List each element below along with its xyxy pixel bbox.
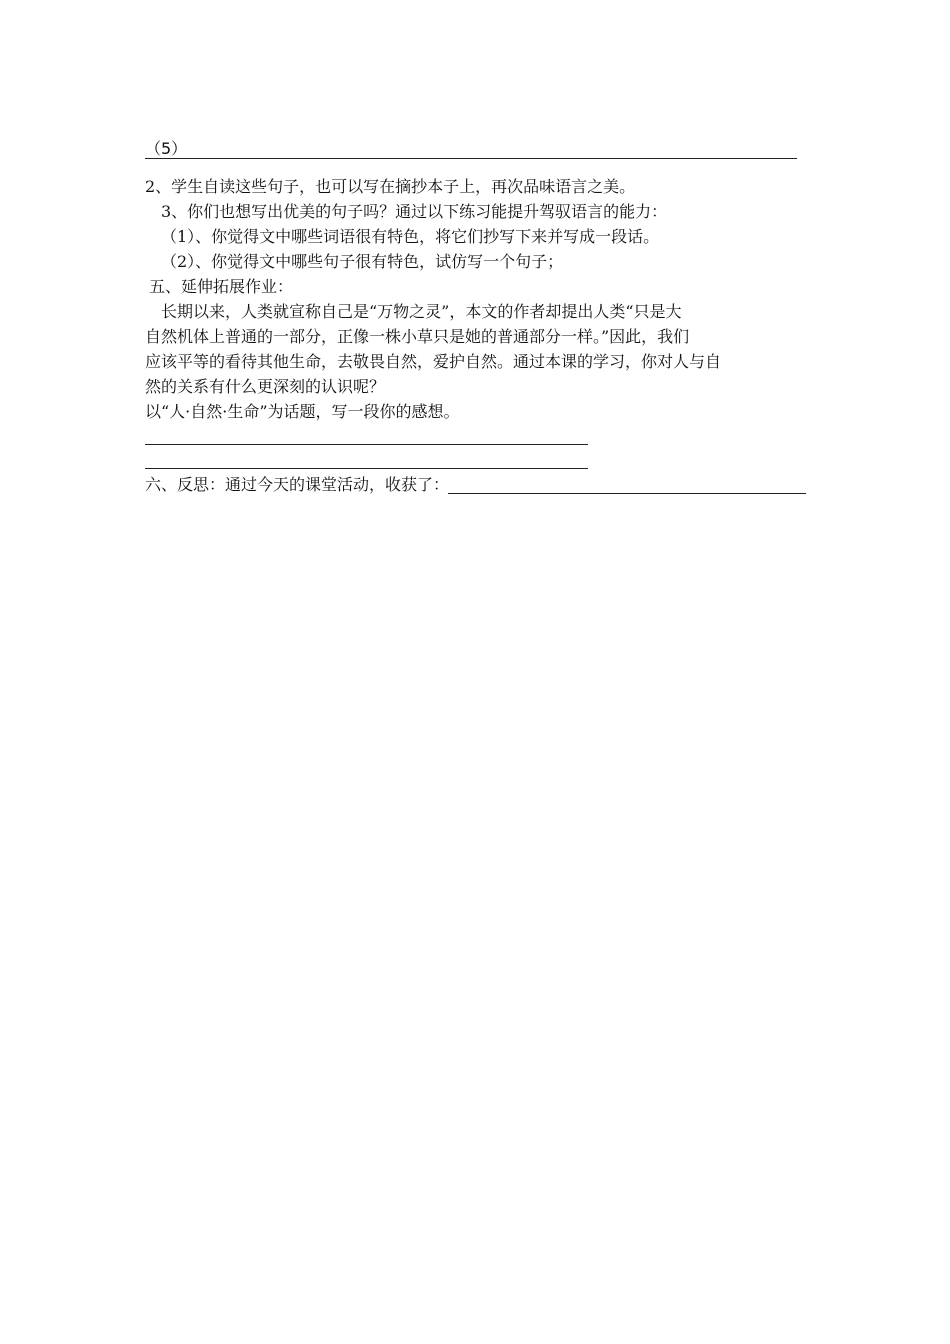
answer-line-reflection <box>448 493 806 494</box>
answer-line-item-5 <box>145 158 797 159</box>
item-3-2-text: （2）、你觉得文中哪些句子很有特色，试仿写一个句子； <box>161 252 564 271</box>
item-5-label: （5） <box>145 139 188 158</box>
writing-line-2 <box>145 468 588 469</box>
topic-prompt: 以“人·自然·生命”为话题，写一段你的感想。 <box>145 402 460 421</box>
writing-line-1 <box>145 444 588 445</box>
item-2-text: 2、学生自读这些句子，也可以写在摘抄本子上，再次品味语言之美。 <box>145 177 636 196</box>
section-6-reflection: 六、反思：通过今天的课堂活动，收获了： <box>145 475 450 494</box>
paragraph-line-1: 长期以来，人类就宣称自己是“万物之灵”，本文的作者却提出人类“只是大 <box>161 302 682 321</box>
paragraph-line-2: 自然机体上普通的一部分，正像一株小草只是她的普通部分一样。”因此，我们 <box>145 327 690 346</box>
item-3-1-text: （1）、你觉得文中哪些词语很有特色，将它们抄写下来并写成一段话。 <box>161 227 660 246</box>
paragraph-line-4: 然的关系有什么更深刻的认识呢？ <box>145 377 386 396</box>
paragraph-line-3: 应该平等的看待其他生命，去敬畏自然，爱护自然。通过本课的学习，你对人与自 <box>145 352 722 371</box>
item-3-text: 3、你们也想写出优美的句子吗？通过以下练习能提升驾驭语言的能力： <box>161 202 668 221</box>
section-5-heading: 五、延伸拓展作业： <box>149 277 294 296</box>
